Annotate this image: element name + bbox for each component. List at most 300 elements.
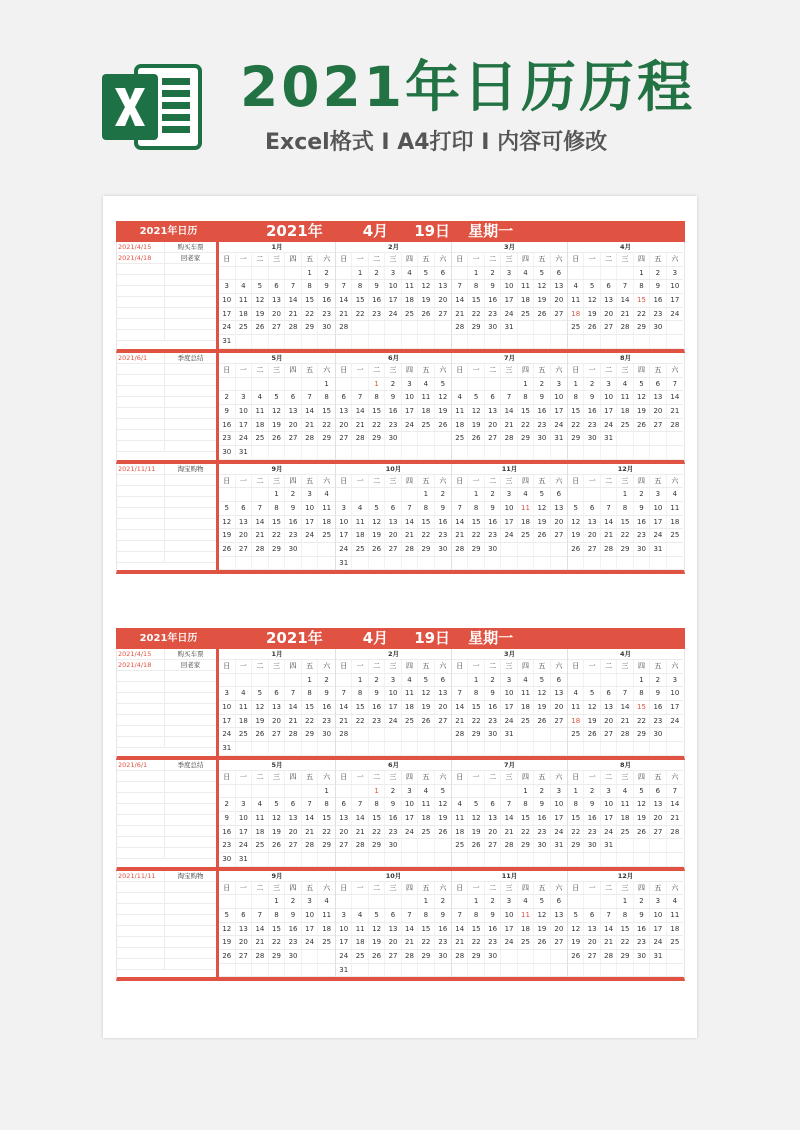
- day-cell[interactable]: [435, 446, 451, 459]
- day-cell[interactable]: 7: [601, 502, 617, 515]
- note-row[interactable]: [117, 530, 216, 541]
- day-cell[interactable]: 12: [584, 294, 600, 307]
- day-cell[interactable]: 17: [402, 812, 418, 825]
- day-cell[interactable]: [551, 543, 567, 556]
- day-cell[interactable]: 10: [601, 391, 617, 404]
- day-cell[interactable]: [667, 853, 683, 866]
- day-cell[interactable]: 11: [418, 391, 434, 404]
- day-cell[interactable]: 30: [634, 950, 650, 963]
- day-cell[interactable]: 20: [554, 296, 564, 305]
- day-cell[interactable]: [667, 950, 683, 963]
- day-cell[interactable]: 14: [670, 800, 680, 809]
- day-cell[interactable]: 19: [252, 308, 269, 321]
- day-cell[interactable]: [617, 964, 633, 977]
- day-cell[interactable]: [219, 895, 236, 908]
- day-cell[interactable]: 3: [501, 488, 517, 501]
- note-row[interactable]: [117, 837, 216, 848]
- day-cell[interactable]: 12: [584, 701, 600, 714]
- day-cell[interactable]: 1: [568, 785, 584, 798]
- day-cell[interactable]: 20: [485, 826, 501, 839]
- day-cell[interactable]: 9: [440, 911, 446, 919]
- day-cell[interactable]: [518, 543, 534, 556]
- day-cell[interactable]: [318, 446, 335, 459]
- day-cell[interactable]: 10: [501, 909, 517, 922]
- day-cell[interactable]: 9: [634, 502, 650, 515]
- day-cell[interactable]: 20: [285, 419, 302, 432]
- day-cell[interactable]: 16: [322, 296, 332, 305]
- day-cell[interactable]: [501, 335, 517, 348]
- day-cell[interactable]: 1: [369, 785, 385, 798]
- day-cell[interactable]: 8: [617, 909, 633, 922]
- day-cell[interactable]: 16: [485, 923, 501, 936]
- day-cell[interactable]: [318, 964, 335, 977]
- day-cell[interactable]: 7: [402, 502, 418, 515]
- note-row[interactable]: [117, 386, 216, 397]
- day-cell[interactable]: [236, 557, 253, 570]
- day-cell[interactable]: [402, 488, 418, 501]
- day-cell[interactable]: [252, 895, 269, 908]
- note-row[interactable]: [117, 319, 216, 330]
- day-cell[interactable]: 7: [302, 391, 319, 404]
- day-cell[interactable]: 8: [418, 909, 434, 922]
- day-cell[interactable]: 21: [302, 826, 319, 839]
- day-cell[interactable]: 26: [634, 826, 650, 839]
- day-cell[interactable]: 2: [634, 488, 650, 501]
- day-cell[interactable]: [634, 964, 650, 977]
- day-cell[interactable]: 20: [650, 405, 666, 418]
- day-cell[interactable]: [402, 964, 418, 977]
- day-cell[interactable]: 16: [369, 294, 385, 307]
- day-cell[interactable]: 2: [650, 267, 666, 280]
- day-cell[interactable]: 26: [219, 950, 236, 963]
- day-cell[interactable]: 14: [601, 516, 617, 529]
- day-cell[interactable]: [402, 853, 418, 866]
- day-cell[interactable]: 28: [501, 839, 517, 852]
- day-cell[interactable]: [418, 853, 434, 866]
- day-cell[interactable]: 5: [440, 786, 446, 795]
- day-cell[interactable]: 6: [556, 897, 562, 906]
- day-cell[interactable]: 23: [219, 839, 236, 852]
- note-row[interactable]: [117, 737, 216, 748]
- day-cell[interactable]: 23: [385, 419, 401, 432]
- day-cell[interactable]: 12: [369, 516, 385, 529]
- day-cell[interactable]: 5: [634, 378, 650, 391]
- day-cell[interactable]: 14: [617, 701, 633, 714]
- day-cell[interactable]: 20: [269, 715, 286, 728]
- day-cell[interactable]: 27: [236, 950, 253, 963]
- day-cell[interactable]: 22: [468, 308, 484, 321]
- day-cell[interactable]: 16: [285, 923, 302, 936]
- day-cell[interactable]: [302, 785, 319, 798]
- day-cell[interactable]: 11: [518, 687, 534, 700]
- day-cell[interactable]: [551, 964, 567, 977]
- day-cell[interactable]: 25: [568, 728, 584, 741]
- day-cell[interactable]: 6: [385, 502, 401, 515]
- day-cell[interactable]: 23: [485, 529, 501, 542]
- day-cell[interactable]: [352, 335, 368, 348]
- day-cell[interactable]: 2: [385, 378, 401, 391]
- day-cell[interactable]: 10: [670, 282, 680, 291]
- day-cell[interactable]: 12: [418, 687, 434, 700]
- day-cell[interactable]: 11: [252, 812, 269, 825]
- day-cell[interactable]: [568, 964, 584, 977]
- day-cell[interactable]: 27: [601, 321, 617, 334]
- day-cell[interactable]: 13: [584, 923, 600, 936]
- day-cell[interactable]: 22: [518, 419, 534, 432]
- day-cell[interactable]: 8: [269, 909, 286, 922]
- day-cell[interactable]: 7: [285, 687, 302, 700]
- day-cell[interactable]: [418, 964, 434, 977]
- day-cell[interactable]: [435, 853, 451, 866]
- day-cell[interactable]: [435, 432, 451, 445]
- day-cell[interactable]: 24: [336, 543, 352, 556]
- day-cell[interactable]: 9: [285, 909, 302, 922]
- day-cell[interactable]: 26: [418, 715, 434, 728]
- day-cell[interactable]: [551, 728, 567, 741]
- day-cell[interactable]: 26: [534, 715, 550, 728]
- day-cell[interactable]: [369, 853, 385, 866]
- day-cell[interactable]: 6: [440, 675, 446, 684]
- note-row[interactable]: [117, 353, 216, 364]
- day-cell[interactable]: 18: [518, 294, 534, 307]
- day-cell[interactable]: 13: [554, 504, 564, 512]
- day-cell[interactable]: 25: [236, 728, 253, 741]
- day-cell[interactable]: 28: [402, 543, 418, 556]
- day-cell[interactable]: 26: [219, 543, 236, 556]
- day-cell[interactable]: 4: [617, 378, 633, 391]
- day-cell[interactable]: [285, 378, 302, 391]
- day-cell[interactable]: 2: [485, 267, 501, 280]
- day-cell[interactable]: 18: [352, 936, 368, 949]
- day-cell[interactable]: 24: [385, 308, 401, 321]
- day-cell[interactable]: 28: [452, 728, 468, 741]
- note-row[interactable]: [117, 408, 216, 419]
- day-cell[interactable]: 1: [617, 488, 633, 501]
- day-cell[interactable]: 28: [670, 827, 680, 836]
- day-cell[interactable]: 4: [452, 798, 468, 811]
- day-cell[interactable]: 16: [322, 703, 332, 712]
- day-cell[interactable]: 7: [285, 280, 302, 293]
- day-cell[interactable]: 29: [518, 432, 534, 445]
- day-cell[interactable]: 26: [269, 432, 286, 445]
- day-cell[interactable]: [285, 853, 302, 866]
- day-cell[interactable]: 17: [236, 419, 253, 432]
- day-cell[interactable]: 13: [336, 405, 352, 418]
- day-cell[interactable]: 26: [568, 950, 584, 963]
- day-cell[interactable]: [667, 964, 683, 977]
- day-cell[interactable]: 2: [485, 674, 501, 687]
- day-cell[interactable]: 8: [369, 391, 385, 404]
- day-cell[interactable]: 29: [634, 728, 650, 741]
- day-cell[interactable]: 7: [672, 786, 678, 795]
- day-cell[interactable]: 19: [219, 529, 236, 542]
- day-cell[interactable]: 26: [534, 936, 550, 949]
- day-cell[interactable]: [418, 321, 434, 334]
- day-cell[interactable]: [418, 432, 434, 445]
- day-cell[interactable]: 19: [584, 715, 600, 728]
- day-cell[interactable]: [369, 321, 385, 334]
- day-cell[interactable]: 6: [485, 798, 501, 811]
- day-cell[interactable]: 20: [236, 529, 253, 542]
- day-cell[interactable]: 22: [418, 936, 434, 949]
- day-cell[interactable]: [285, 335, 302, 348]
- day-cell[interactable]: [601, 335, 617, 348]
- day-cell[interactable]: 26: [584, 321, 600, 334]
- day-cell[interactable]: 21: [452, 936, 468, 949]
- day-cell[interactable]: 18: [518, 516, 534, 529]
- day-cell[interactable]: 31: [601, 432, 617, 445]
- day-cell[interactable]: [385, 964, 401, 977]
- day-cell[interactable]: 11: [402, 280, 418, 293]
- note-row[interactable]: [117, 552, 216, 563]
- day-cell[interactable]: [385, 895, 401, 908]
- day-cell[interactable]: 1: [418, 895, 434, 908]
- day-cell[interactable]: 31: [219, 742, 236, 755]
- day-cell[interactable]: 2: [219, 391, 236, 404]
- day-cell[interactable]: 10: [554, 800, 564, 809]
- day-cell[interactable]: [667, 728, 683, 741]
- day-cell[interactable]: 1: [324, 379, 329, 388]
- day-cell[interactable]: 5: [584, 687, 600, 700]
- day-cell[interactable]: 27: [438, 716, 448, 725]
- day-cell[interactable]: 17: [501, 294, 517, 307]
- day-cell[interactable]: 24: [336, 950, 352, 963]
- day-cell[interactable]: 22: [352, 308, 368, 321]
- day-cell[interactable]: [435, 335, 451, 348]
- day-cell[interactable]: 26: [269, 839, 286, 852]
- day-cell[interactable]: 11: [418, 798, 434, 811]
- day-cell[interactable]: [236, 335, 253, 348]
- day-cell[interactable]: [501, 964, 517, 977]
- day-cell[interactable]: [601, 488, 617, 501]
- day-cell[interactable]: 25: [617, 826, 633, 839]
- day-cell[interactable]: 23: [650, 308, 666, 321]
- day-cell[interactable]: 14: [336, 294, 352, 307]
- day-cell[interactable]: 16: [650, 701, 666, 714]
- day-cell[interactable]: 10: [670, 689, 680, 698]
- day-cell[interactable]: 20: [438, 703, 448, 712]
- day-cell[interactable]: 1: [352, 267, 368, 280]
- day-cell[interactable]: 4: [252, 391, 269, 404]
- day-cell[interactable]: [369, 964, 385, 977]
- day-cell[interactable]: 19: [252, 715, 269, 728]
- day-cell[interactable]: 5: [269, 391, 286, 404]
- note-row[interactable]: [117, 893, 216, 904]
- day-cell[interactable]: 23: [650, 715, 666, 728]
- day-cell[interactable]: 22: [617, 529, 633, 542]
- note-row[interactable]: [117, 848, 216, 859]
- day-cell[interactable]: 12: [269, 405, 286, 418]
- day-cell[interactable]: 13: [269, 701, 286, 714]
- day-cell[interactable]: 11: [518, 280, 534, 293]
- day-cell[interactable]: 28: [285, 321, 302, 334]
- day-cell[interactable]: 7: [452, 909, 468, 922]
- day-cell[interactable]: 17: [601, 812, 617, 825]
- day-cell[interactable]: 6: [336, 798, 352, 811]
- day-cell[interactable]: [501, 543, 517, 556]
- day-cell[interactable]: 13: [236, 516, 253, 529]
- day-cell[interactable]: [219, 785, 236, 798]
- day-cell[interactable]: [369, 335, 385, 348]
- day-cell[interactable]: 18: [418, 405, 434, 418]
- day-cell[interactable]: [534, 446, 550, 459]
- day-cell[interactable]: 18: [236, 715, 253, 728]
- day-cell[interactable]: 2: [219, 798, 236, 811]
- day-cell[interactable]: 27: [554, 716, 564, 725]
- day-cell[interactable]: 17: [219, 715, 236, 728]
- note-row[interactable]: [117, 275, 216, 286]
- day-cell[interactable]: 7: [252, 502, 269, 515]
- note-row[interactable]: [117, 682, 216, 693]
- day-cell[interactable]: [518, 446, 534, 459]
- day-cell[interactable]: 26: [252, 321, 269, 334]
- day-cell[interactable]: [219, 674, 236, 687]
- day-cell[interactable]: [534, 335, 550, 348]
- day-cell[interactable]: 1: [518, 378, 534, 391]
- day-cell[interactable]: [418, 335, 434, 348]
- day-cell[interactable]: [518, 557, 534, 570]
- day-cell[interactable]: 8: [468, 909, 484, 922]
- day-cell[interactable]: [568, 742, 584, 755]
- day-cell[interactable]: [468, 557, 484, 570]
- day-cell[interactable]: 30: [438, 952, 448, 961]
- day-cell[interactable]: 3: [302, 895, 319, 908]
- day-cell[interactable]: 22: [322, 827, 332, 836]
- day-cell[interactable]: 16: [485, 294, 501, 307]
- day-cell[interactable]: 17: [302, 516, 319, 529]
- day-cell[interactable]: [252, 446, 269, 459]
- day-cell[interactable]: [352, 853, 368, 866]
- day-cell[interactable]: [318, 557, 335, 570]
- day-cell[interactable]: [219, 267, 236, 280]
- day-cell[interactable]: 26: [468, 432, 484, 445]
- day-cell[interactable]: [385, 742, 401, 755]
- day-cell[interactable]: 10: [302, 909, 319, 922]
- day-cell[interactable]: [219, 557, 236, 570]
- day-cell[interactable]: 17: [236, 826, 253, 839]
- day-cell[interactable]: [518, 964, 534, 977]
- day-cell[interactable]: 17: [302, 923, 319, 936]
- day-cell[interactable]: 16: [534, 405, 550, 418]
- day-cell[interactable]: [501, 742, 517, 755]
- day-cell[interactable]: [634, 839, 650, 852]
- day-cell[interactable]: 13: [554, 282, 564, 291]
- day-cell[interactable]: [336, 378, 352, 391]
- day-cell[interactable]: 26: [418, 308, 434, 321]
- day-cell[interactable]: 2: [285, 488, 302, 501]
- day-cell[interactable]: 9: [534, 391, 550, 404]
- day-cell[interactable]: [584, 335, 600, 348]
- day-cell[interactable]: [468, 964, 484, 977]
- day-cell[interactable]: 4: [324, 897, 329, 906]
- day-cell[interactable]: [318, 853, 335, 866]
- day-cell[interactable]: 20: [438, 296, 448, 305]
- day-cell[interactable]: 5: [534, 488, 550, 501]
- day-cell[interactable]: [336, 335, 352, 348]
- day-cell[interactable]: 10: [385, 280, 401, 293]
- day-cell[interactable]: [302, 853, 319, 866]
- day-cell[interactable]: 5: [369, 502, 385, 515]
- day-cell[interactable]: 19: [634, 812, 650, 825]
- day-cell[interactable]: 25: [418, 826, 434, 839]
- day-cell[interactable]: 3: [336, 502, 352, 515]
- note-row[interactable]: [117, 782, 216, 793]
- day-cell[interactable]: [485, 557, 501, 570]
- day-cell[interactable]: 28: [336, 321, 352, 334]
- day-cell[interactable]: [518, 950, 534, 963]
- day-cell[interactable]: 16: [634, 516, 650, 529]
- day-cell[interactable]: 19: [568, 936, 584, 949]
- day-cell[interactable]: 1: [269, 488, 286, 501]
- day-cell[interactable]: 2: [584, 378, 600, 391]
- day-cell[interactable]: 7: [501, 798, 517, 811]
- day-cell[interactable]: 6: [236, 909, 253, 922]
- day-cell[interactable]: 27: [336, 432, 352, 445]
- day-cell[interactable]: 8: [518, 798, 534, 811]
- day-cell[interactable]: [285, 267, 302, 280]
- day-cell[interactable]: 14: [352, 405, 368, 418]
- day-cell[interactable]: [269, 674, 286, 687]
- day-cell[interactable]: [584, 964, 600, 977]
- day-cell[interactable]: 14: [670, 393, 680, 402]
- day-cell[interactable]: [269, 335, 286, 348]
- day-cell[interactable]: 6: [440, 268, 446, 277]
- day-cell[interactable]: 5: [252, 280, 269, 293]
- day-cell[interactable]: 27: [601, 728, 617, 741]
- day-cell[interactable]: 27: [485, 432, 501, 445]
- day-cell[interactable]: 2: [285, 895, 302, 908]
- day-cell[interactable]: 19: [438, 813, 448, 822]
- day-cell[interactable]: 25: [352, 543, 368, 556]
- day-cell[interactable]: 14: [302, 812, 319, 825]
- day-cell[interactable]: 11: [568, 294, 584, 307]
- day-cell[interactable]: 11: [352, 516, 368, 529]
- day-cell[interactable]: 28: [252, 543, 269, 556]
- day-cell[interactable]: 3: [501, 267, 517, 280]
- day-cell[interactable]: 4: [518, 267, 534, 280]
- day-cell[interactable]: [452, 267, 468, 280]
- day-cell[interactable]: [285, 446, 302, 459]
- day-cell[interactable]: [601, 674, 617, 687]
- day-cell[interactable]: [336, 895, 352, 908]
- day-cell[interactable]: 12: [534, 280, 550, 293]
- day-cell[interactable]: 10: [402, 798, 418, 811]
- day-cell[interactable]: 9: [650, 687, 666, 700]
- day-cell[interactable]: [352, 964, 368, 977]
- day-cell[interactable]: [667, 742, 683, 755]
- note-row[interactable]: [117, 497, 216, 508]
- day-cell[interactable]: 27: [285, 839, 302, 852]
- day-cell[interactable]: [551, 950, 567, 963]
- day-cell[interactable]: 31: [650, 543, 666, 556]
- day-cell[interactable]: [634, 335, 650, 348]
- day-cell[interactable]: [352, 785, 368, 798]
- day-cell[interactable]: [468, 335, 484, 348]
- day-cell[interactable]: [402, 895, 418, 908]
- day-cell[interactable]: 31: [501, 321, 517, 334]
- day-cell[interactable]: 23: [634, 529, 650, 542]
- day-cell[interactable]: 20: [485, 419, 501, 432]
- day-cell[interactable]: 31: [336, 964, 352, 977]
- day-cell[interactable]: 25: [670, 531, 680, 540]
- day-cell[interactable]: [402, 557, 418, 570]
- day-cell[interactable]: [402, 335, 418, 348]
- day-cell[interactable]: [385, 335, 401, 348]
- day-cell[interactable]: 19: [534, 701, 550, 714]
- day-cell[interactable]: 9: [634, 909, 650, 922]
- day-cell[interactable]: [501, 378, 517, 391]
- day-cell[interactable]: 23: [485, 308, 501, 321]
